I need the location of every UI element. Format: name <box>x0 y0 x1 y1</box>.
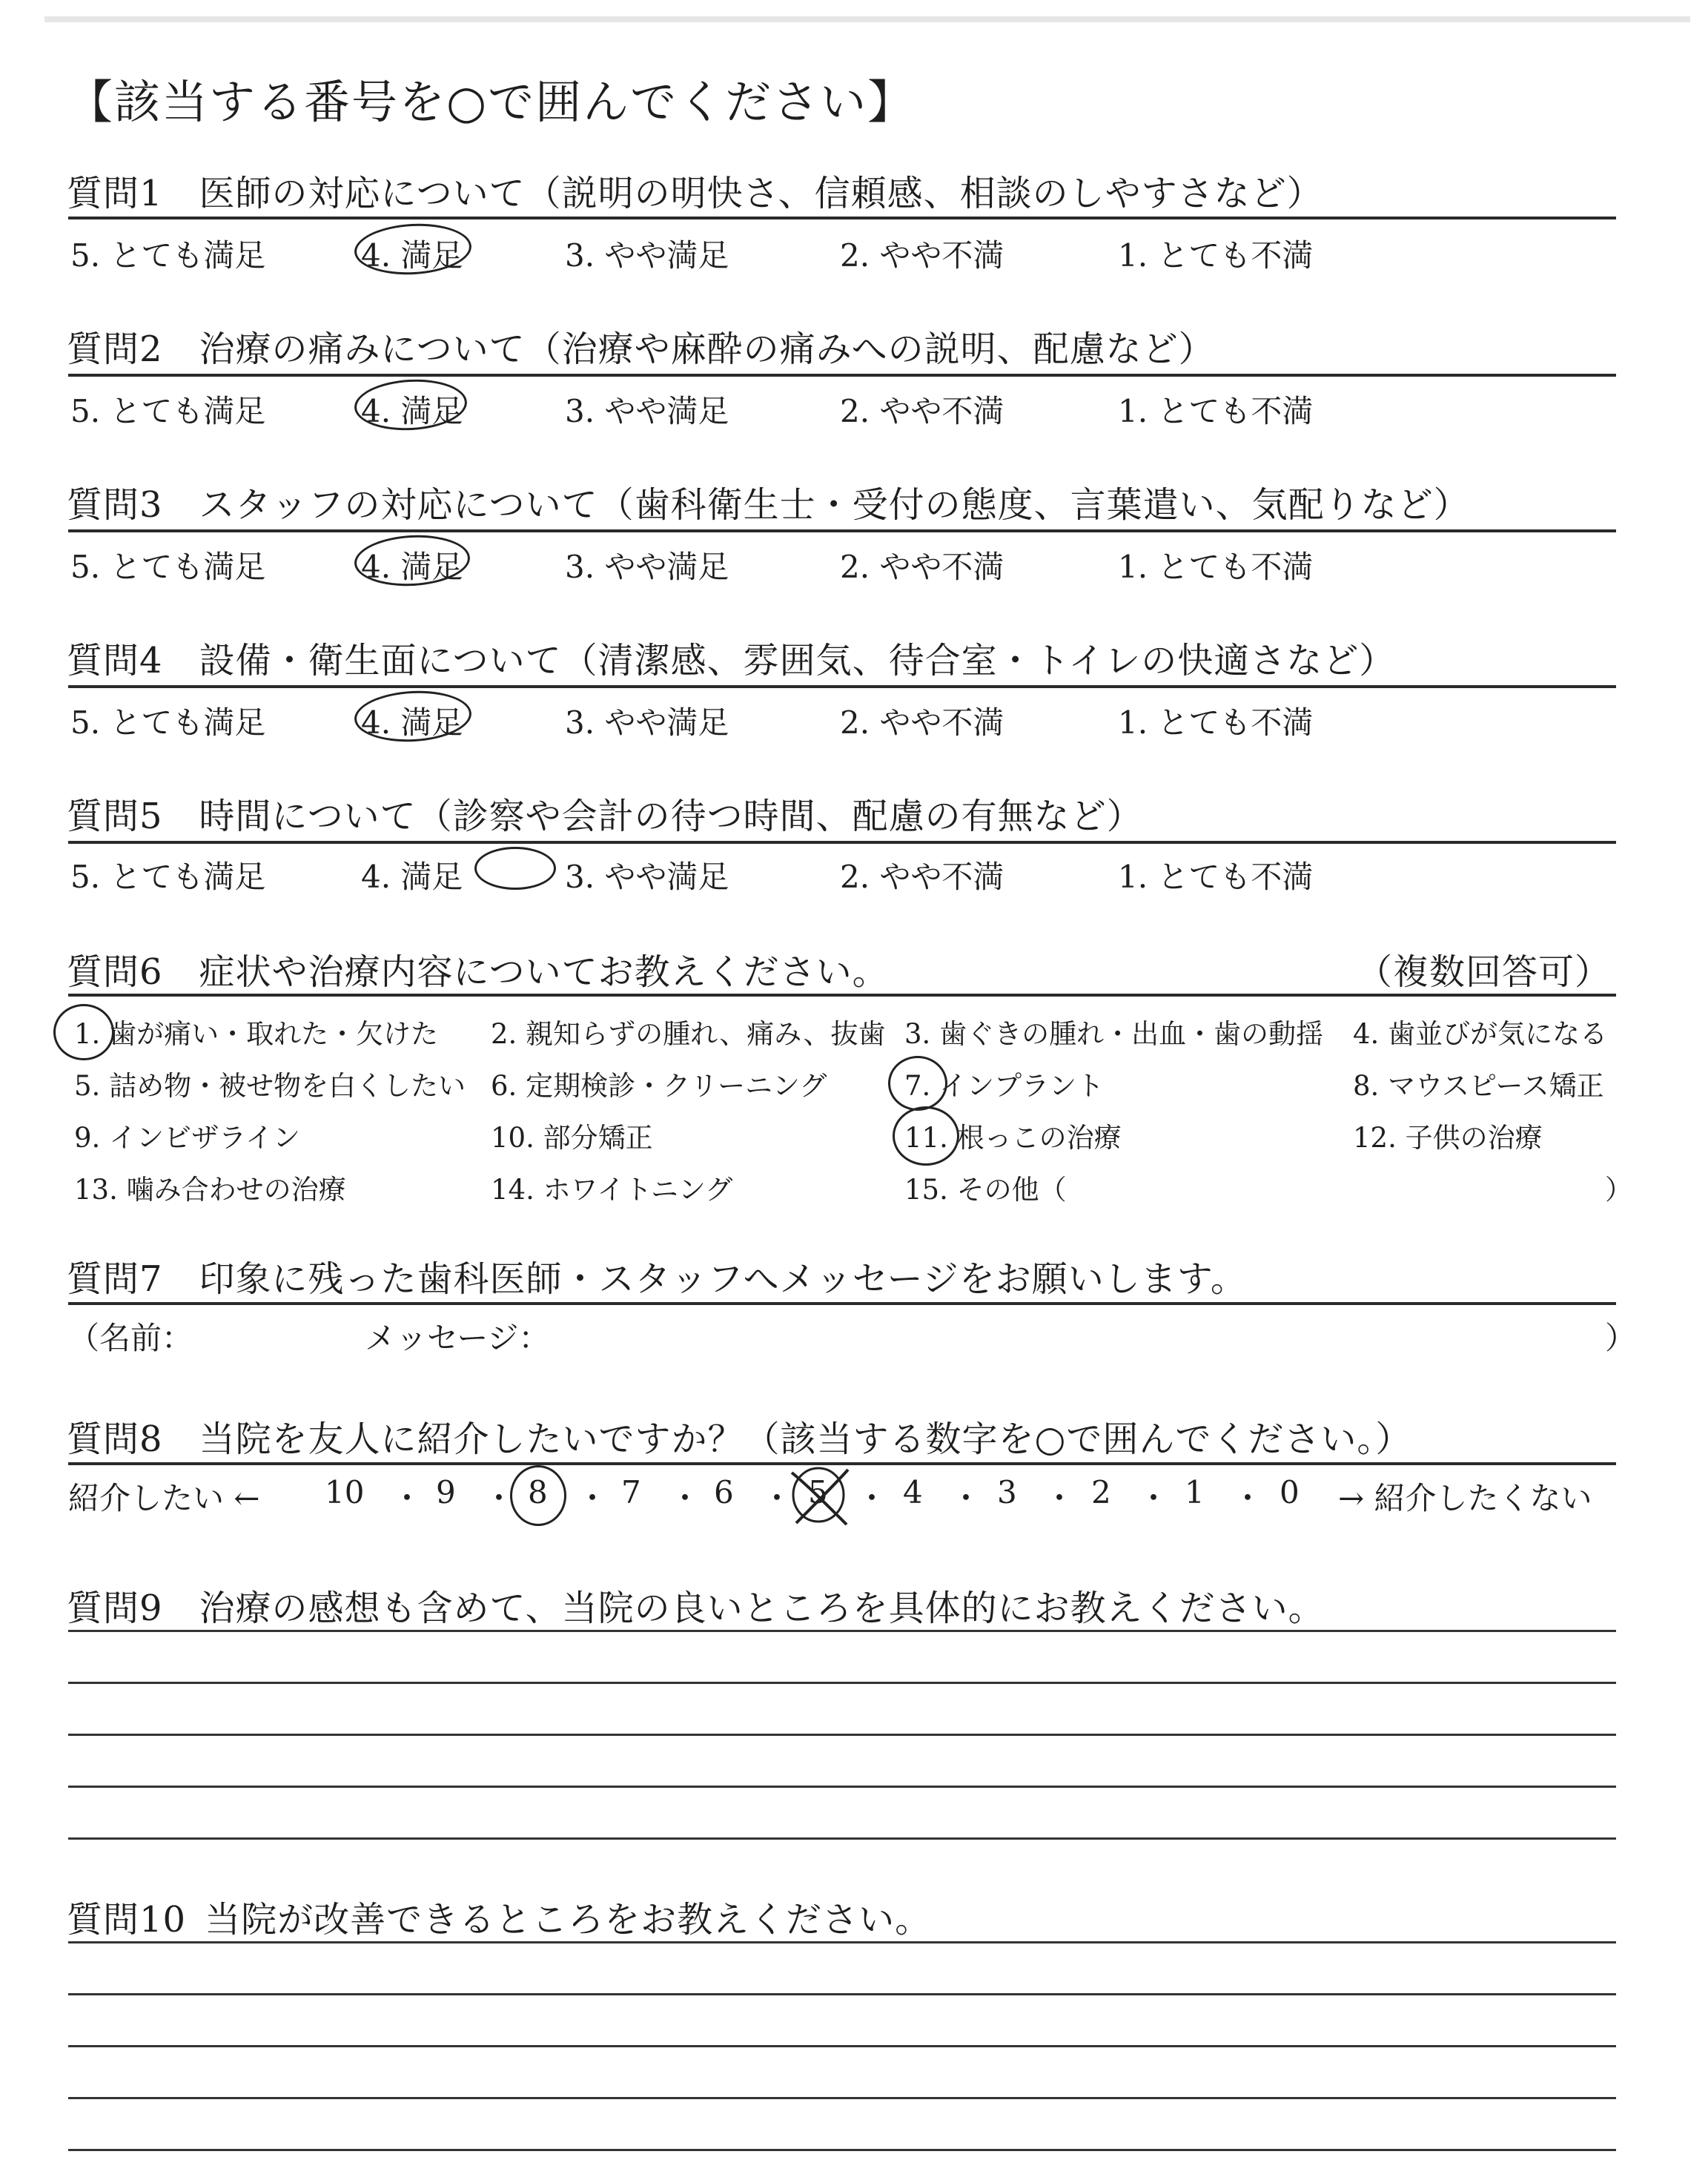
question-2-text: 治療の痛みについて（治療や麻酔の痛みへの説明、配慮など） <box>199 328 1215 370</box>
question-4 <box>67 632 1395 683</box>
q6-answer-circle-7 <box>888 1056 947 1111</box>
q1-option-1[interactable]: 1. とても不満 <box>1118 237 1314 274</box>
question-3-text: スタッフの対応について（歯科衛生士・受付の態度、言葉遣い、気配りなど） <box>199 484 1470 526</box>
q5-option-2[interactable]: 2. やや不満 <box>840 859 1004 895</box>
q6-option-15-close: ） <box>1605 1174 1632 1206</box>
q3-option-5[interactable]: 5. とても満足 <box>70 549 266 585</box>
question-8 <box>67 1410 1411 1462</box>
q8-score-5[interactable]: 5 <box>808 1474 828 1510</box>
q4-option-5[interactable]: 5. とても満足 <box>70 704 266 741</box>
q1-option-5[interactable]: 5. とても満足 <box>70 237 266 274</box>
q9-answer-line-1[interactable] <box>68 1630 1616 1632</box>
question-7-label: 質問7 <box>67 1258 163 1300</box>
q10-answer-line-1[interactable] <box>68 1941 1616 1943</box>
q8-score-4[interactable]: 4 <box>903 1474 923 1510</box>
q4-option-4[interactable]: 4. 満足 <box>361 704 463 741</box>
question-7 <box>67 1250 1247 1301</box>
q5-option-4[interactable]: 4. 満足 <box>361 859 463 895</box>
scan-top-edge <box>44 16 1690 22</box>
q8-score-2[interactable]: 2 <box>1091 1474 1111 1510</box>
q6-option-11[interactable]: 11. 根っこの治療 <box>904 1122 1122 1154</box>
question-2-label: 質問2 <box>67 328 163 370</box>
q2-option-2[interactable]: 2. やや不満 <box>840 393 1004 429</box>
q2-option-1[interactable]: 1. とても不満 <box>1118 393 1314 429</box>
q6-option-10[interactable]: 10. 部分矯正 <box>491 1122 653 1154</box>
question-8-text: 当院を友人に紹介したいですか？（該当する数字を○で囲んでください。） <box>199 1418 1412 1460</box>
q8-score-10[interactable]: 10 <box>325 1474 365 1510</box>
question-1-text: 医師の対応について（説明の明快さ、信頼感、相談のしやすさなど） <box>199 173 1323 214</box>
q6-option-1[interactable]: 1. 歯が痛い・取れた・欠けた <box>74 1018 439 1050</box>
q10-answer-line-5[interactable] <box>68 2149 1616 2151</box>
q8-dot-4: ・ <box>669 1480 701 1516</box>
question-5-text: 時間について（診察や会計の待つ時間、配慮の有無など） <box>199 796 1143 837</box>
q8-dot-6: ・ <box>856 1480 888 1516</box>
q3-option-4[interactable]: 4. 満足 <box>361 549 463 585</box>
question-10-text: 当院が改善できるところをお教えください。 <box>205 1899 932 1941</box>
q8-score-1[interactable]: 1 <box>1185 1474 1205 1510</box>
q6-answer-circle-1 <box>53 1004 114 1060</box>
q8-score-9[interactable]: 9 <box>436 1474 456 1510</box>
q6-option-3[interactable]: 3. 歯ぐきの腫れ・出血・歯の動揺 <box>904 1018 1324 1050</box>
q9-answer-line-2[interactable] <box>68 1682 1616 1684</box>
q6-answer-circle-11 <box>893 1106 959 1166</box>
question-9-text: 治療の感想も含めて、当院の良いところを具体的にお教えください。 <box>199 1588 1325 1629</box>
q8-cross-out-mark <box>784 1462 855 1529</box>
q1-option-3[interactable]: 3. やや満足 <box>565 237 729 274</box>
q5-option-1[interactable]: 1. とても不満 <box>1118 859 1314 895</box>
question-7-rule <box>68 1302 1616 1305</box>
q3-option-2[interactable]: 2. やや不満 <box>840 549 1004 585</box>
q9-answer-line-4[interactable] <box>68 1786 1616 1788</box>
question-6-label: 質問6 <box>67 951 163 993</box>
q6-option-4[interactable]: 4. 歯並びが気になる <box>1353 1018 1608 1050</box>
question-1 <box>67 165 1323 216</box>
q8-answer-circle <box>510 1465 566 1526</box>
q1-option-2[interactable]: 2. やや不満 <box>840 237 1004 274</box>
question-5-rule <box>68 841 1616 844</box>
q8-score-7[interactable]: 7 <box>621 1474 641 1510</box>
q8-right-label: → 紹介したくない <box>1338 1480 1592 1516</box>
question-4-label: 質問4 <box>67 640 163 681</box>
question-10 <box>67 1891 931 1942</box>
question-1-label: 質問1 <box>67 173 163 214</box>
question-4-text: 設備・衛生面について（清潔感、雰囲気、待合室・トイレの快適さなど） <box>199 640 1396 681</box>
q4-option-3[interactable]: 3. やや満足 <box>565 704 729 741</box>
q6-option-9[interactable]: 9. インビザライン <box>74 1122 300 1154</box>
question-1-rule <box>68 217 1616 219</box>
q9-answer-line-3[interactable] <box>68 1734 1616 1736</box>
q6-option-12[interactable]: 12. 子供の治療 <box>1353 1122 1543 1154</box>
q7-close-paren: ） <box>1605 1320 1637 1356</box>
q2-option-4[interactable]: 4. 満足 <box>361 393 463 429</box>
q7-name-label: （名前： <box>68 1320 193 1356</box>
q8-dot-9: ・ <box>1138 1480 1170 1516</box>
question-2 <box>67 320 1215 371</box>
question-6-text: 症状や治療内容についてお教えください。 <box>199 951 889 993</box>
question-9-label: 質問9 <box>67 1588 163 1629</box>
q3-option-1[interactable]: 1. とても不満 <box>1118 549 1314 585</box>
question-6 <box>67 943 889 994</box>
question-8-label: 質問8 <box>67 1418 163 1460</box>
q6-option-14[interactable]: 14. ホワイトニング <box>491 1174 733 1206</box>
question-7-text: 印象に残った歯科医師・スタッフへメッセージをお願いします。 <box>199 1258 1247 1300</box>
q10-answer-line-2[interactable] <box>68 1993 1616 1995</box>
q7-message-label: メッセージ： <box>365 1320 550 1356</box>
q6-option-6[interactable]: 6. 定期検診・クリーニング <box>491 1070 827 1102</box>
q8-dot-5: ・ <box>761 1480 793 1516</box>
q6-option-5[interactable]: 5. 詰め物・被せ物を白くしたい <box>74 1070 466 1102</box>
q8-score-8[interactable]: 8 <box>528 1474 548 1510</box>
q8-dot-8: ・ <box>1044 1480 1076 1516</box>
question-9 <box>67 1579 1325 1631</box>
q3-option-3[interactable]: 3. やや満足 <box>565 549 729 585</box>
q8-score-0[interactable]: 0 <box>1280 1474 1300 1510</box>
q10-answer-line-4[interactable] <box>68 2097 1616 2099</box>
q10-answer-line-3[interactable] <box>68 2045 1616 2047</box>
question-6-note: （複数回答可） <box>1357 951 1612 993</box>
q8-score-6[interactable]: 6 <box>714 1474 734 1510</box>
q5-answer-circle <box>474 847 556 890</box>
question-6-rule <box>68 994 1616 997</box>
question-10-label: 質問10 <box>67 1899 187 1941</box>
q8-dot-10: ・ <box>1232 1480 1264 1516</box>
question-3-label: 質問3 <box>67 484 163 526</box>
q9-answer-line-5[interactable] <box>68 1837 1616 1840</box>
q6-option-8[interactable]: 8. マウスピース矯正 <box>1353 1070 1604 1102</box>
q6-option-7[interactable]: 7. インプラント <box>904 1070 1105 1102</box>
q8-dot-7: ・ <box>950 1480 982 1516</box>
q6-option-13[interactable]: 13. 噛み合わせの治療 <box>74 1174 346 1206</box>
question-5 <box>67 787 1143 839</box>
question-4-rule <box>68 685 1616 688</box>
q8-left-label: 紹介したい ← <box>68 1480 260 1516</box>
question-3-rule <box>68 529 1616 532</box>
q5-option-3[interactable]: 3. やや満足 <box>565 859 729 895</box>
q8-score-3[interactable]: 3 <box>997 1474 1017 1510</box>
q4-option-2[interactable]: 2. やや不満 <box>840 704 1004 741</box>
q6-option-2[interactable]: 2. 親知らずの腫れ、痛み、抜歯 <box>491 1018 886 1050</box>
q8-dot-1: ・ <box>391 1480 423 1516</box>
question-5-label: 質問5 <box>67 796 163 837</box>
q2-option-3[interactable]: 3. やや満足 <box>565 393 729 429</box>
q2-option-5[interactable]: 5. とても満足 <box>70 393 266 429</box>
form-heading: 【該当する番号を○で囲んでください】 <box>67 75 916 129</box>
q8-dot-2: ・ <box>483 1480 515 1516</box>
q8-dot-3: ・ <box>577 1480 609 1516</box>
q6-option-15[interactable]: 15. その他（ <box>904 1174 1067 1206</box>
question-3 <box>67 476 1470 527</box>
q1-option-4[interactable]: 4. 満足 <box>361 237 463 274</box>
q5-option-5[interactable]: 5. とても満足 <box>70 859 266 895</box>
q4-option-1[interactable]: 1. とても不満 <box>1118 704 1314 741</box>
question-2-rule <box>68 374 1616 377</box>
